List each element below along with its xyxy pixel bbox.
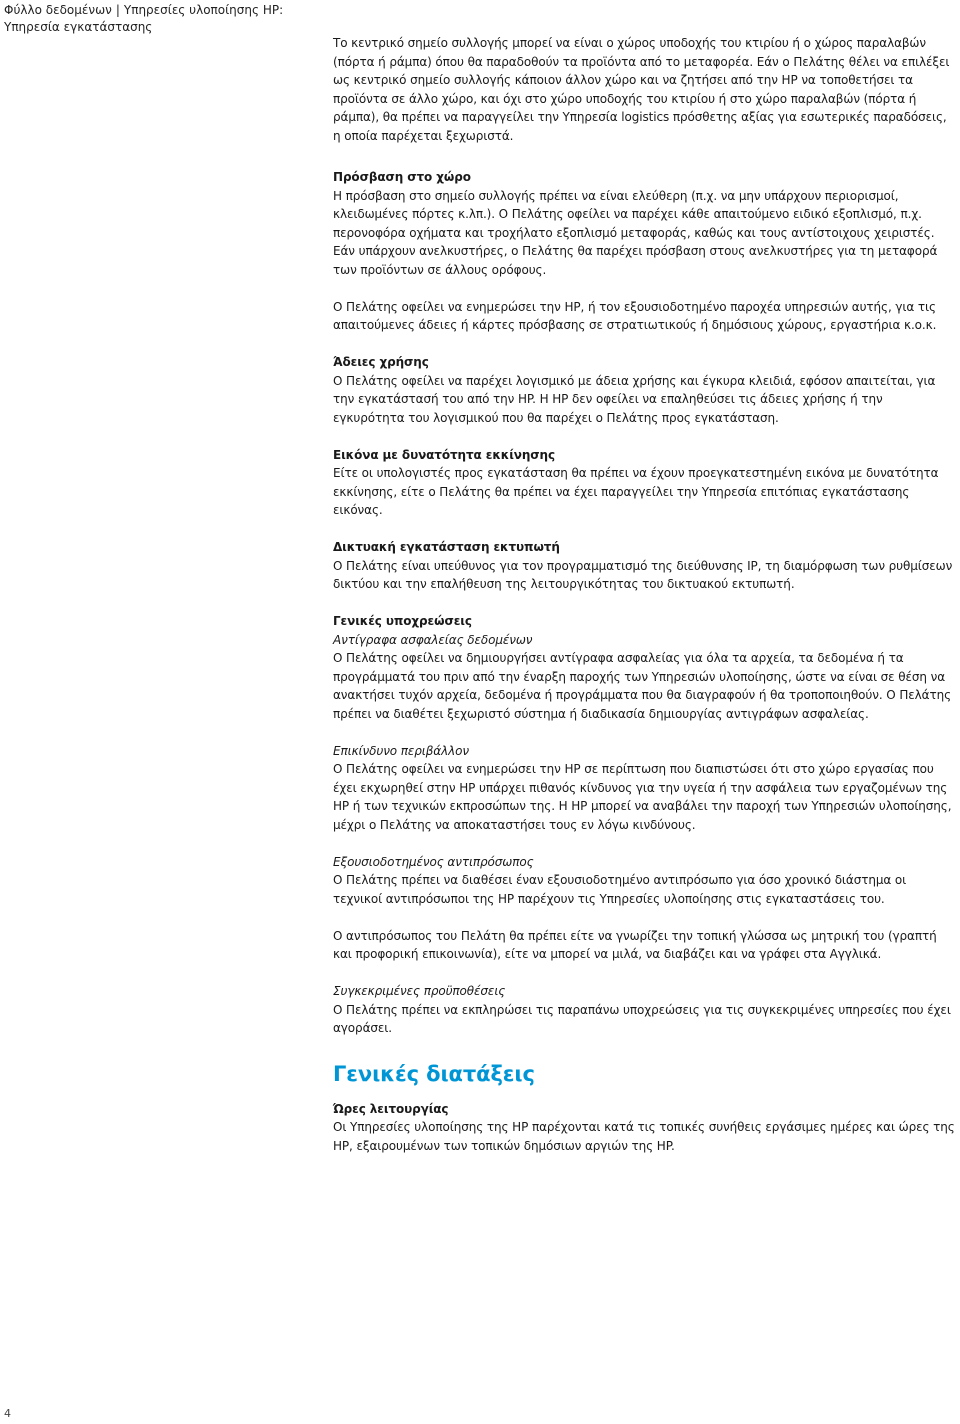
- header-line-1: [4, 2, 283, 19]
- header-doc-type: Φύλλο δεδομένων: [4, 3, 112, 17]
- header-subtitle: Υπηρεσία εγκατάστασης: [4, 20, 153, 34]
- representative-paragraph-2: Ο αντιπρόσωπος του Πελάτη θα πρέπει είτε να γνωρίζει την τοπική γλώσσα ως μητρική του (γραπτή και προφορική επικοινωνία), είτε να μπορεί να μιλά, να διαβάζει και να γράφει στα Αγγλικά.: [333, 928, 937, 961]
- bootable-paragraph: Είτε οι υπολογιστές προς εγκατάσταση θα πρέπει να έχουν προεγκατεστημένη εικόνα με δυνατότητα εκκίνησης, είτε ο Πελάτης θα πρέπει να έχει παραγγείλει την Υπηρεσία επιτόπιας εγκατάστασης εικόνας.: [333, 466, 939, 517]
- backup-subheading: Αντίγραφα ασφαλείας δεδομένων: [333, 632, 533, 647]
- specific-subheading: Συγκεκριμένες προϋποθέσεις: [333, 984, 506, 998]
- network-printer-heading: Δικτυακή εγκατάσταση εκτυπωτή: [333, 540, 560, 554]
- backup-paragraph: Ο Πελάτης οφείλει να δημιουργήσει αντίγραφα ασφαλείας για όλα τα αρχεία, τα δεδομένα ή τα προγράμματά του πριν από την έναρξη παροχής των Υπηρεσιών υλοποίησης, ώστε να είναι σε θέση να ανακτήσει τυχόν αρχεία, δεδομένα ή προγράμματα που θα διαγραφούν ή θα τροποποιηθούν. Ο Πελάτης πρέπει να διαθέτει ξεχωριστό σύστημα ή διαδικασία δημιουργίας αντιγράφων ασφαλείας.: [333, 651, 952, 721]
- access-heading: Πρόσβαση στο χώρο: [333, 170, 471, 184]
- licenses-heading: Άδειες χρήσης: [333, 355, 429, 369]
- general-terms-title: Γενικές διατάξεις: [333, 1061, 535, 1086]
- page-header: [4, 2, 283, 36]
- general-obligations-heading: Γενικές υποχρεώσεις: [333, 614, 472, 628]
- header-service: Υπηρεσίες υλοποίησης HP:: [123, 3, 284, 17]
- page-number: 4: [4, 1407, 11, 1420]
- header-separator: |: [115, 3, 120, 17]
- specific-paragraph: Ο Πελάτης πρέπει να εκπληρώσει τις παραπάνω υποχρεώσεις για τις συγκεκριμένες υπηρεσίες που έχει αγοράσει.: [333, 1002, 951, 1035]
- access-paragraph-2: Ο Πελάτης οφείλει να ενημερώσει την HP, ή τον εξουσιοδοτημένο παροχέα υπηρεσιών αυτής, για τις απαιτούμενες άδειες ή κάρτες πρόσβασης σε στρατιωτικούς ή δημόσιους χώρους, εργαστήρια κ.ο.κ.: [333, 299, 937, 332]
- representative-paragraph-1: Ο Πελάτης πρέπει να διαθέσει έναν εξουσιοδοτημένο αντιπρόσωπο για όσο χρονικό διάστημα οι τεχνικοί αντιπρόσωποι της HP παρέχουν τις Υπηρεσίες υλοποίησης στις εγκαταστάσεις του.: [333, 873, 907, 906]
- intro-paragraph: Το κεντρικό σημείο συλλογής μπορεί να είναι ο χώρος υποδοχής του κτιρίου ή ο χώρος παραλαβών (πόρτα ή ράμπα) όπου θα παραδοθούν τα προϊόντα από το μεταφορέα. Εάν ο Πελάτης θέλει να επιλέξει ως κεντρικό σημείο συλλογής κάποιον άλλον χώρο και να ζητήσει από την HP να τοποθετήσει τα προϊόντα σε άλλο χώρο, και όχι στο χώρο υποδοχής του κτιρίου ή στο χώρο παραλαβών (πόρτα ή ράμπα), θα πρέπει να παραγγείλει την Υπηρεσία logistics πρόσθετης αξίας για εσωτερικές παραδόσεις, η οποία παρέχεται ξεχωριστά.: [333, 36, 950, 143]
- main-content: [333, 34, 957, 1155]
- licenses-paragraph: Ο Πελάτης οφείλει να παρέχει λογισμικό με άδεια χρήσης και έγκυρα κλειδιά, εφόσον απαιτείται, για την εγκατάστασή του από την HP. Η HP δεν οφείλει να επαληθεύσει τις άδειες χρήσης ή την εγκυρότητα του λογισμικού που θα παρέχει ο Πελάτης προς εγκατάσταση.: [333, 373, 936, 425]
- hazard-paragraph: Ο Πελάτης οφείλει να ενημερώσει την HP σε περίπτωση που διαπιστώσει ότι στο χώρο εργασίας που έχει εκχωρηθεί στην HP υπάρχει πιθανός κίνδυνος για την υγεία ή την ασφάλεια των εργαζομένων της HP ή των τεχνικών εκπροσώπων της. Η HP μπορεί να αναβάλει την παροχή των Υπηρεσιών υλοποίησης, μέχρι ο Πελάτης να αποκαταστήσει τους εν λόγω κινδύνους.: [333, 762, 952, 832]
- hours-heading: Ώρες λειτουργίας: [333, 1101, 449, 1116]
- access-paragraph-1: Η πρόσβαση στο σημείο συλλογής πρέπει να είναι ελεύθερη (π.χ. να μην υπάρχουν περιορισμοί, κλειδωμένες πόρτες κ.λπ.). Ο Πελάτης οφείλει να παρέχει κάθε απαιτούμενο ειδικό εξοπλισμό, π.χ. περονοφόρα οχήματα και τροχήλατο εξοπλισμό μεταφοράς, καθώς και τους αντίστοιχους χειριστές. Εάν υπάρχουν ανελκυστήρες, ο Πελάτης θα παρέχει πρόσβαση στους ανελκυστήρες για τη μεταφορά των προϊόντων σε άλλους ορόφους.: [333, 188, 938, 277]
- bootable-heading: Εικόνα με δυνατότητα εκκίνησης: [333, 447, 556, 462]
- hours-paragraph: Οι Υπηρεσίες υλοποίησης της HP παρέχονται κατά τις τοπικές συνήθεις εργάσιμες ημέρες και ώρες της HP, εξαιρουμένων των τοπικών δημόσιων αργιών της HP.: [333, 1120, 955, 1153]
- representative-subheading: Εξουσιοδοτημένος αντιπρόσωπος: [333, 854, 534, 869]
- network-printer-paragraph: Ο Πελάτης είναι υπεύθυνος για τον προγραμματισμό της διεύθυνσης IP, τη διαμόρφωση των ρυθμίσεων δικτύου και την επαλήθευση της λειτουργικότητας του δικτυακού εκτυπωτή.: [333, 558, 953, 591]
- hazard-subheading: Επικίνδυνο περιβάλλον: [333, 743, 469, 758]
